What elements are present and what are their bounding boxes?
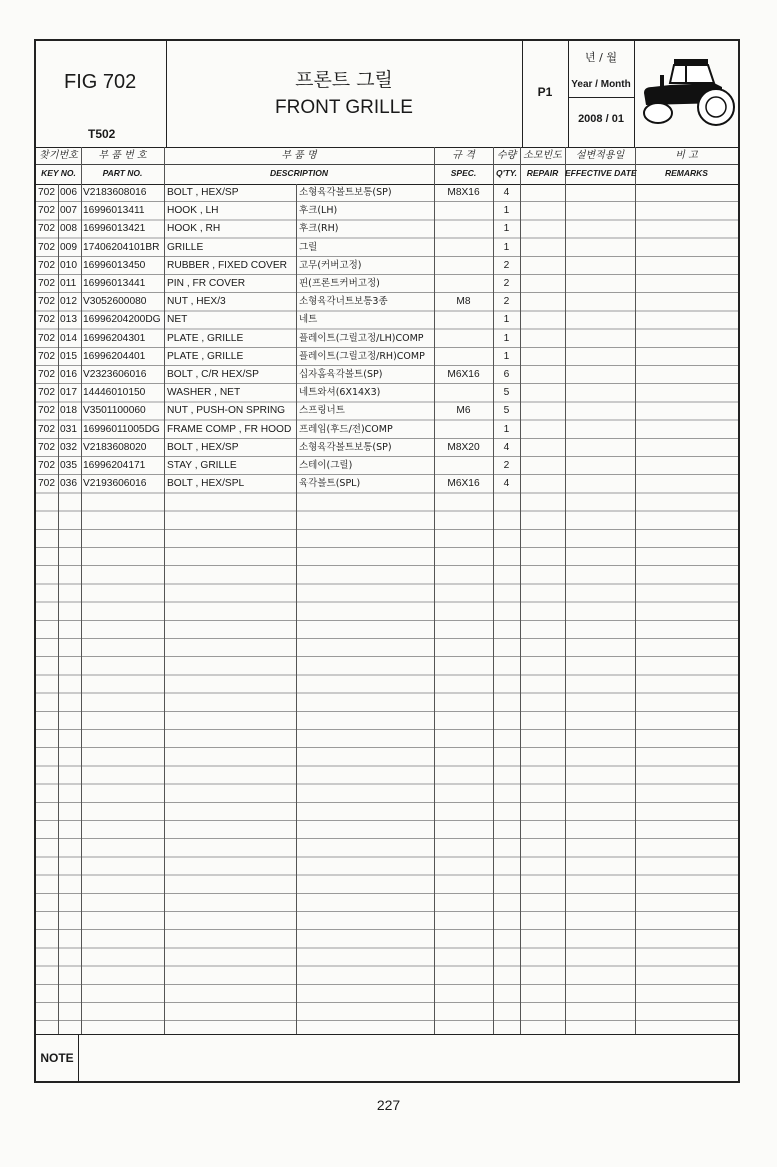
table-row	[36, 439, 738, 457]
part-number-cell: V2193606016	[83, 478, 147, 490]
fig-number-cell: 702	[38, 387, 55, 399]
part-number-cell: 16996013421	[83, 223, 146, 235]
key-number-cell: 010	[60, 259, 77, 271]
note-area	[36, 1034, 738, 1082]
fig-number-cell: 702	[38, 259, 55, 271]
part-number-cell: 16996204200DG	[83, 314, 161, 326]
year-month-korean: 년 / 월	[585, 51, 617, 64]
header-effective-date: 설변적용일 EFFECTIVE DATE	[565, 150, 637, 178]
description-english-cell: STAY , GRILLE	[167, 460, 237, 471]
fig-number-cell: 702	[38, 278, 55, 289]
part-number-cell: 16996204401	[83, 350, 146, 362]
description-english-cell: NUT , PUSH-ON SPRING	[167, 405, 286, 417]
fig-number-cell: 702	[38, 314, 55, 326]
key-number-cell: 032	[60, 441, 77, 453]
part-number-cell: 16996013411	[83, 205, 145, 217]
description-korean-cell: 육각볼트(SPL)	[299, 478, 361, 490]
description-korean-cell: 소형육각볼트보통(SP)	[299, 187, 392, 198]
table-row	[36, 475, 738, 493]
key-number-cell: 035	[60, 460, 77, 471]
sheet-header	[36, 41, 738, 148]
description-english-cell: NUT , HEX/3	[167, 296, 226, 308]
description-korean-cell: 핀(프론트커버고정)	[299, 278, 380, 289]
fig-number-cell: 702	[38, 205, 55, 217]
qty-cell: 2	[503, 259, 510, 271]
part-number-cell: V2183608020	[83, 441, 147, 453]
fig-number-cell: 702	[38, 241, 55, 253]
key-number-cell: 016	[60, 369, 77, 380]
qty-cell: 5	[503, 387, 510, 399]
part-number-cell: 16996013450	[83, 259, 146, 271]
description-english-cell: NET	[167, 314, 188, 326]
description-korean-cell: 소형육각볼트보통(SP)	[299, 441, 392, 453]
description-english-cell: BOLT , HEX/SP	[167, 187, 239, 198]
description-korean-cell: 고무(커버고정)	[299, 259, 362, 271]
description-english-cell: PIN , FR COVER	[167, 278, 246, 289]
key-number-cell: 017	[60, 387, 77, 399]
fig-number-cell: 702	[38, 369, 55, 380]
description-english-cell: BOLT , HEX/SP	[167, 441, 239, 453]
description-english-cell: GRILLE	[167, 241, 204, 253]
description-english-cell: BOLT , HEX/SPL	[167, 478, 245, 490]
issue-date: 2008 / 01	[578, 113, 624, 125]
description-korean-cell: 후크(RH)	[299, 223, 339, 235]
description-korean-cell: 플레이트(그릴고정/LH)COMP	[299, 332, 424, 344]
qty-cell: 1	[503, 205, 510, 217]
table-row	[36, 220, 738, 238]
qty-cell: 2	[503, 296, 510, 308]
description-korean-cell: 프레임(후드/전)COMP	[299, 423, 393, 435]
key-number-cell: 006	[60, 187, 77, 198]
title-korean: 프론트 그릴	[295, 69, 393, 91]
part-number-cell: 16996011005DG	[83, 423, 160, 435]
key-number-cell: 014	[60, 332, 77, 344]
table-row	[36, 184, 738, 202]
table-row	[36, 311, 738, 329]
column-header	[36, 147, 738, 185]
spec-cell: M8X16	[447, 187, 480, 198]
spec-cell: M6X16	[447, 369, 480, 380]
fig-number-cell: 702	[38, 350, 55, 362]
key-number-cell: 011	[60, 278, 77, 289]
key-number-cell: 036	[60, 478, 77, 490]
description-korean-cell: 소형육각너트보통3종	[299, 296, 388, 308]
header-description: 부 품 명 DESCRIPTION	[269, 150, 329, 178]
qty-cell: 1	[503, 423, 510, 435]
table-row	[36, 366, 738, 384]
description-korean-cell: 스테이(그릴)	[299, 460, 353, 471]
qty-cell: 2	[503, 460, 510, 471]
qty-cell: 4	[503, 187, 510, 198]
part-number-cell: V2183608016	[83, 187, 147, 198]
spec-cell: M8	[456, 296, 471, 308]
qty-cell: 4	[503, 441, 510, 453]
table-row	[36, 421, 738, 439]
parts-table-body	[36, 184, 738, 1034]
fig-number: FIG 702	[64, 71, 137, 93]
table-row	[36, 402, 738, 420]
description-english-cell: HOOK , LH	[167, 205, 219, 217]
part-number-cell: V3052600080	[83, 296, 147, 308]
header-spec: 규 격 SPEC.	[450, 150, 477, 178]
fig-number-cell: 702	[38, 223, 55, 235]
description-english-cell: WASHER , NET	[167, 387, 241, 399]
fig-number-cell: 702	[38, 332, 55, 344]
qty-cell: 1	[503, 314, 510, 326]
description-korean-cell: 네트	[299, 314, 318, 326]
fig-number-cell: 702	[38, 405, 55, 417]
header-key-no: 찾기번호 KEY NO.	[39, 150, 78, 178]
description-korean-cell: 스프링너트	[299, 405, 345, 417]
key-number-cell: 008	[60, 223, 77, 235]
fig-number-cell: 702	[38, 423, 55, 435]
description-korean-cell: 플레이트(그릴고정/RH)COMP	[299, 350, 425, 362]
part-number-cell: 14446010150	[83, 387, 146, 399]
part-number-cell: 16996204301	[83, 332, 146, 344]
page-code: P1	[537, 85, 553, 99]
qty-cell: 1	[503, 223, 510, 235]
qty-cell: 4	[503, 478, 510, 490]
fig-number-cell: 702	[38, 478, 55, 490]
header-repair: 소모빈도 REPAIR	[523, 150, 562, 178]
table-row	[36, 239, 738, 257]
description-korean-cell: 네트와셔(6X14X3)	[299, 387, 381, 399]
description-english-cell: PLATE , GRILLE	[167, 332, 244, 344]
spec-cell: M8X20	[447, 441, 480, 453]
key-number-cell: 015	[60, 350, 77, 362]
qty-cell: 2	[503, 278, 510, 289]
fig-number-cell: 702	[38, 187, 55, 198]
qty-cell: 6	[503, 369, 510, 380]
title-english: FRONT GRILLE	[275, 97, 413, 118]
tractor-icon	[640, 59, 736, 129]
part-number-cell: 16996013441	[83, 278, 146, 289]
qty-cell: 5	[503, 405, 510, 417]
fig-number-cell: 702	[38, 441, 55, 453]
key-number-cell: 007	[60, 205, 77, 217]
part-number-cell: 17406204101BR	[83, 241, 160, 253]
table-row	[36, 293, 738, 311]
key-number-cell: 012	[60, 296, 77, 308]
description-english-cell: HOOK , RH	[167, 223, 221, 235]
description-english-cell: RUBBER , FIXED COVER	[167, 259, 288, 271]
table-row	[36, 384, 738, 402]
spec-cell: M6X16	[447, 478, 480, 490]
note-label: NOTE	[36, 1035, 79, 1082]
header-remarks: 비 고 REMARKS	[665, 150, 708, 178]
page-number: 227	[376, 1097, 401, 1113]
part-number-cell: 16996204171	[83, 460, 146, 471]
qty-cell: 1	[503, 350, 510, 362]
parts-sheet	[34, 39, 740, 1083]
key-number-cell: 013	[60, 314, 77, 326]
key-number-cell: 009	[60, 241, 77, 253]
header-part-no: 부 품 번 호 PART NO.	[98, 150, 147, 178]
description-korean-cell: 그릴	[299, 241, 318, 253]
table-row	[36, 330, 738, 348]
fig-number-cell: 702	[38, 460, 55, 471]
description-korean-cell: 후크(LH)	[299, 205, 338, 217]
table-row	[36, 275, 738, 293]
year-month-english: Year / Month	[571, 79, 631, 90]
description-korean-cell: 십자홈육각볼트(SP)	[299, 369, 383, 380]
qty-cell: 1	[503, 332, 510, 344]
table-row	[36, 348, 738, 366]
table-row	[36, 257, 738, 275]
description-english-cell: PLATE , GRILLE	[167, 350, 244, 362]
table-row	[36, 457, 738, 475]
model-code: T502	[88, 127, 116, 141]
part-number-cell: V2323606016	[83, 369, 147, 380]
description-english-cell: BOLT , C/R HEX/SP	[167, 369, 259, 380]
key-number-cell: 018	[60, 405, 77, 417]
header-qty: 수량 Q'TY.	[495, 150, 518, 178]
table-row	[36, 202, 738, 220]
fig-number-cell: 702	[38, 296, 55, 308]
qty-cell: 1	[503, 241, 510, 253]
spec-cell: M6	[456, 405, 471, 417]
key-number-cell: 031	[60, 423, 77, 435]
description-english-cell: FRAME COMP , FR HOOD	[167, 423, 292, 435]
part-number-cell: V3501100060	[83, 405, 146, 417]
